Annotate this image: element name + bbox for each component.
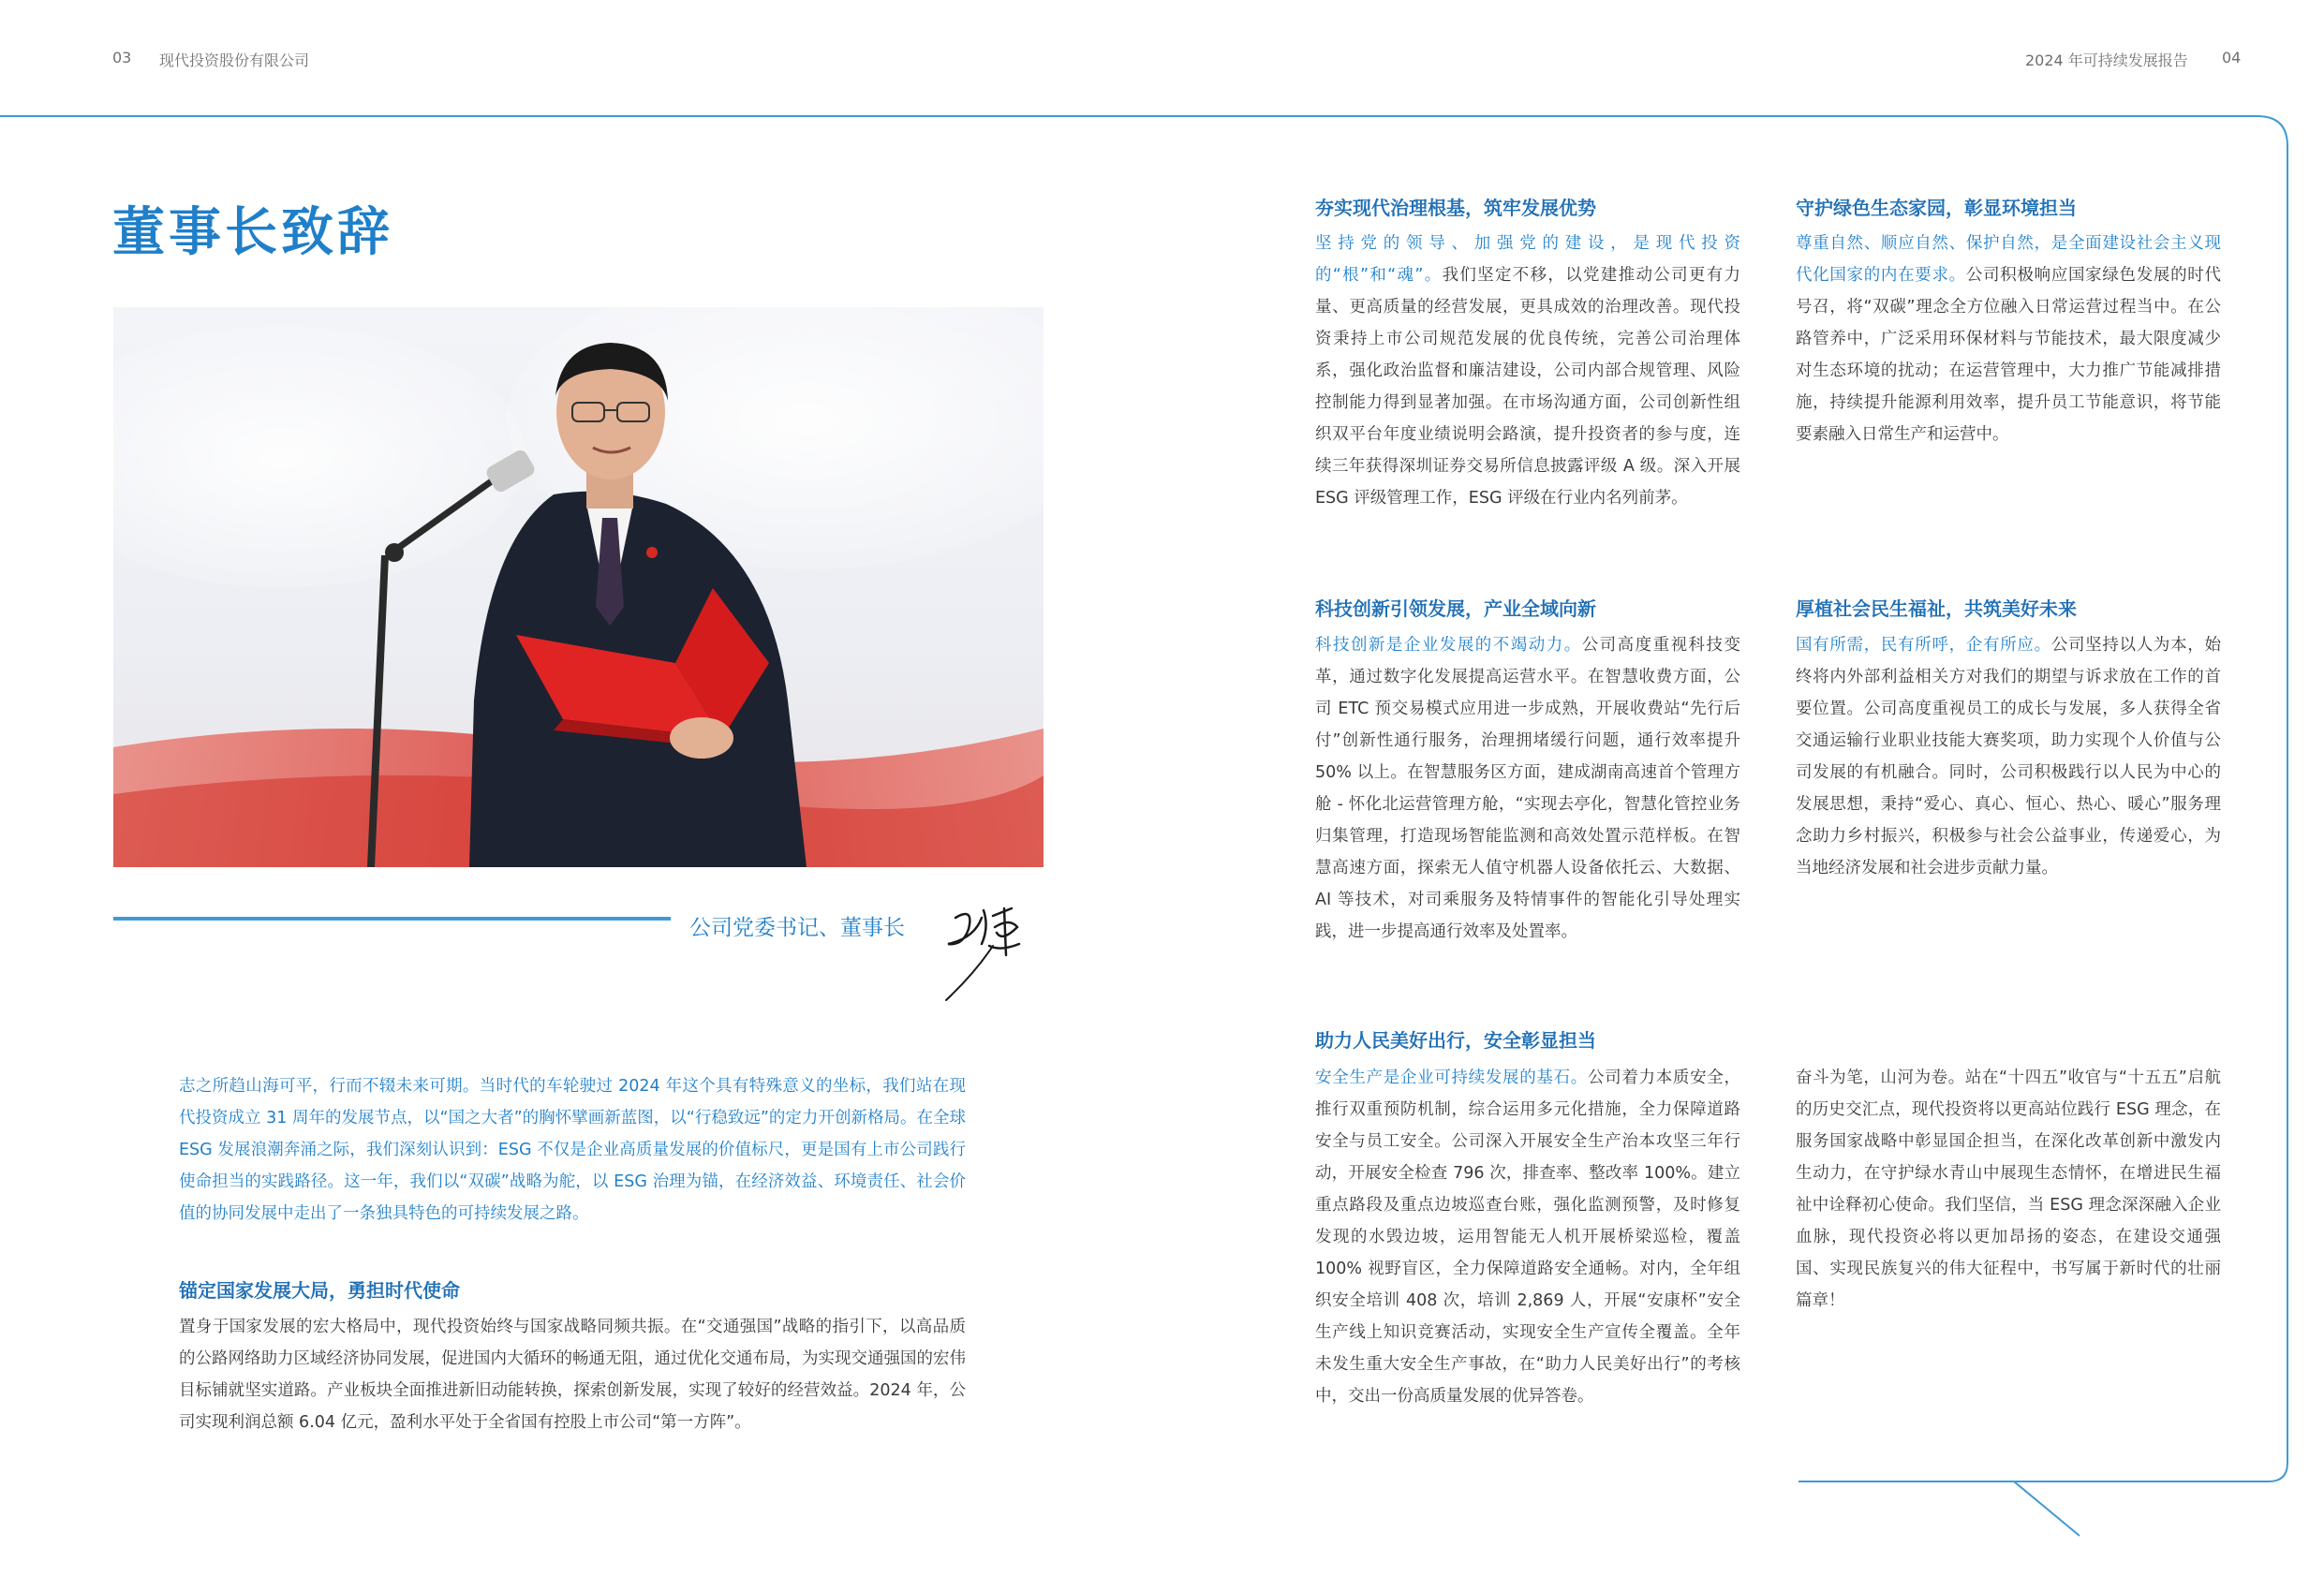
section-body-tech-innovation: 公司高度重视科技变革，通过数字化发展提高运营水平。在智慧收费方面，公司 ETC 预交易模式应用进一步成熟，开展收费站“先行后付”创新性通行服务，治理拥堵缓行问题，通行效率提升 50% 以上。在智慧服务区方面，建成湖南高速首个管理方舱 - 怀化北运营管理方舱，“实现去亭化，智慧化管控业务归集管理，打造现场智能监测和高效处置示范样板。在智慧高速方面，探索无人值守机器人设备依托云、大数据、AI 等技术，对司乘服务及特情事件的智能化引导处理实践，进一步提高通行效率及处置率。 bbox=[1315, 636, 1741, 941]
section-heading-national-strategy: 锚定国家发展大局，勇担时代使命 bbox=[179, 1279, 460, 1302]
chairman-photo bbox=[113, 307, 1044, 867]
page-title: 董事长致辞 bbox=[112, 202, 393, 263]
section-lead-tech-innovation: 科技创新是企业发展的不竭动力。 bbox=[1315, 636, 1582, 655]
section-body-governance: 我们坚定不移，以党建推动公司更有力量、更高质量的经营发展，更具成效的治理改善。现代投资秉持上市公司规范发展的优良传统，完善公司治理体系，强化政治监督和廉洁建设，公司内部合规管理、风险控制能力得到显著加强。在市场沟通方面，公司创新性组织双平台年度业绩说明会路演，提升投资者的参与度，连续三年获得深圳证券交易所信息披露评级 A 级。深入开展 ESG 评级管理工作，ESG 评级在行业内名列前茅。 bbox=[1315, 266, 1741, 508]
closing-paragraph: 奋斗为笔，山河为卷。站在“十四五”收官与“十五五”启航的历史交汇点，现代投资将以更高站位践行 ESG 理念，在服务国家战略中彰显国企担当，在深化改革创新中激发内生动力，在守护绿水青山中展现生态情怀，在增进民生福祉中诠释初心使命。我们坚信，当 ESG 理念深深融入企业血脉，现代投资必将以更加昂扬的姿态，在建设交通强国、实现民族复兴的伟大征程中，书写属于新时代的壮丽篇章！ bbox=[1796, 1069, 2221, 1310]
section-body-social-welfare: 公司坚持以人为本，始终将内外部利益相关方对我们的期望与诉求放在工作的首要位置。公司高度重视员工的成长与发展，多人获得全省交通运输行业职业技能大赛奖项，助力实现个人价值与公司发展的有机融合。同时，公司积极践行以人民为中心的发展思想，秉持“爱心、真心、恒心、热心、暖心”服务理念助力乡村振兴，积极参与社会公益事业，传递爱心，为当地经济发展和社会进步贡献力量。 bbox=[1796, 636, 2221, 877]
section-heading-green-ecology: 守护绿色生态家园，彰显环境担当 bbox=[1796, 197, 2077, 219]
chairman-signature bbox=[937, 890, 1049, 1002]
section-lead-safety: 安全生产是企业可持续发展的基石。 bbox=[1315, 1069, 1588, 1087]
section-heading-tech-innovation: 科技创新引领发展，产业全域向新 bbox=[1315, 597, 1596, 620]
intro-paragraph: 志之所趋山海可平，行而不辍未来可期。当时代的车轮驶过 2024 年这个具有特殊意义的坐标，我们站在现代投资成立 31 周年的发展节点，以“国之大者”的胸怀擘画新蓝图，以“行稳致远”的定力开创新格局。在全球 ESG 发展浪潮奔涌之际，我们深刻认识到：ESG 不仅是企业高质量发展的价值标尺，更是国有上市公司践行使命担当的实践路径。这一年，我们以“双碳”战略为舵，以 ESG 治理为锚，在经济效益、环境责任、社会价值的协同发展中走出了一条独具特色的可持续发展之路。 bbox=[179, 1077, 966, 1223]
company-name: 现代投资股份有限公司 bbox=[159, 52, 310, 69]
right-page-number: 04 bbox=[2222, 49, 2242, 66]
section-lead-social-welfare: 国有所需，民有所呼，企有所应。 bbox=[1796, 636, 2051, 655]
section-heading-governance: 夯实现代治理根基，筑牢发展优势 bbox=[1315, 197, 1596, 219]
chairman-caption: 公司党委书记、董事长 bbox=[689, 916, 905, 940]
section-paragraph-tech-innovation bbox=[1315, 629, 1740, 948]
section-paragraph-governance bbox=[1315, 228, 1740, 514]
section-lead-green-ecology: 尊重自然、顺应自然、保护自然，是全面建设社会主义现代化国家的内在要求。 bbox=[1796, 234, 2221, 285]
left-page-number: 03 bbox=[112, 49, 132, 66]
section-body-national-strategy: 置身于国家发展的宏大格局中，现代投资始终与国家战略同频共振。在“交通强国”战略的指引下，以高品质的公路网络助力区域经济协同发展，促进国内大循环的畅通无阻，通过优化交通布局，为实现交通强国的宏伟目标铺就坚实道路。产业板块全面推进新旧动能转换，探索创新发展，实现了较好的经营效益。2024 年，公司实现利润总额 6.04 亿元，盈利水平处于全省国有控股上市公司“第一方阵”。 bbox=[179, 1318, 966, 1432]
section-heading-social-welfare: 厚植社会民生福祉，共筑美好未来 bbox=[1796, 597, 2077, 620]
report-title: 2024 年可持续发展报告 bbox=[2025, 52, 2188, 69]
section-paragraph-green-ecology bbox=[1796, 228, 2221, 450]
section-body-green-ecology: 公司积极响应国家绿色发展的时代号召，将“双碳”理念全方位融入日常运营过程当中。在公路管养中，广泛采用环保材料与节能技术，最大限度减少对生态环境的扰动；在运营管理中，大力推广节能减排措施，持续提升能源利用效率，提升员工节能意识，将节能要素融入日常生产和运营中。 bbox=[1796, 266, 2221, 444]
section-paragraph-safety bbox=[1315, 1062, 1740, 1412]
section-heading-safety: 助力人民美好出行，安全彰显担当 bbox=[1315, 1029, 1596, 1052]
section-body-safety: 公司着力本质安全，推行双重预防机制，综合运用多元化措施，全力保障道路安全与员工安全。公司深入开展安全生产治本攻坚三年行动，开展安全检查 796 次，排查率、整改率 100%。建立重点路段及重点边坡巡查台账，强化监测预警，及时修复发现的水毁边坡，运用智能无人机开展桥梁巡检，覆盖 100% 视野盲区，全力保障道路安全通畅。对内，全年组织安全培训 408 次，培训 2,869 人，开展“安康杯”安全生产线上知识竞赛活动，实现安全生产宣传全覆盖。全年未发生重大安全生产事故，在“助力人民美好出行”的考核中，交出一份高质量发展的优异答卷。 bbox=[1315, 1069, 1740, 1406]
section-lead-governance: 坚持党的领导、加强党的建设，是现代投资的“根”和“魂”。 bbox=[1315, 234, 1740, 285]
section-paragraph-social-welfare bbox=[1796, 629, 2221, 884]
